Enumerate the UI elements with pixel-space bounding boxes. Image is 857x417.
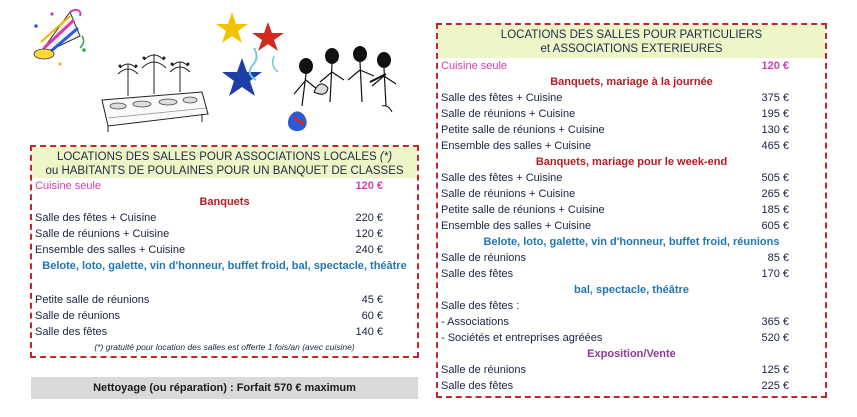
row-label: - Sociétés et entreprises agréées <box>441 332 603 344</box>
row-label: Petite salle de réunions <box>35 294 150 306</box>
row-price: 85 € <box>767 252 789 264</box>
price-row <box>438 106 825 122</box>
price-row <box>438 90 825 106</box>
row-price: 505 € <box>761 172 789 184</box>
expo-heading: Exposition/Vente <box>587 348 676 360</box>
row-label: Salle des fêtes + Cuisine <box>35 212 157 224</box>
stars-clipart <box>214 8 288 106</box>
weekend-banquet-heading: Banquets, mariage pour le week-end <box>535 156 728 168</box>
row-price: 605 € <box>761 220 789 232</box>
row-label: - Associations <box>441 316 509 328</box>
price-row <box>438 362 825 378</box>
row-price: 520 € <box>761 332 789 344</box>
row-label: Salle de réunions <box>35 310 121 322</box>
row-price: 465 € <box>761 140 789 152</box>
price-row <box>438 218 825 234</box>
header-subtitle: et ASSOCIATIONS EXTERIEURES <box>540 43 723 55</box>
row-price: 140 € <box>355 326 383 338</box>
price-row <box>438 330 825 346</box>
show-heading: bal, spectacle, théâtre <box>574 284 689 296</box>
row-label: Salle de réunions <box>441 364 527 376</box>
price-row <box>32 292 417 308</box>
row-price: 365 € <box>761 316 789 328</box>
events-heading: Belote, loto, galette, vin d'honneur, buffet froid, bal, spectacle, théâtre <box>42 260 407 272</box>
party-hat-clipart <box>30 6 92 70</box>
header-title: LOCATIONS DES SALLES POUR PARTICULIERS <box>500 29 763 41</box>
row-label: Salle des fêtes + Cuisine <box>441 172 563 184</box>
row-label: Ensemble des salles + Cuisine <box>441 140 592 152</box>
row-label: Salle de réunions <box>441 252 527 264</box>
header-asterisk: (*) <box>379 151 393 163</box>
price-row <box>438 378 825 394</box>
row-label: Salle des fêtes <box>441 268 514 280</box>
row-label: Cuisine seule <box>441 60 508 72</box>
price-row <box>32 308 417 324</box>
price-row <box>438 266 825 282</box>
price-row <box>438 250 825 266</box>
row-price: 120 € <box>355 228 383 240</box>
price-row <box>32 210 417 226</box>
row-price: 170 € <box>761 268 789 280</box>
row-price: 60 € <box>361 310 383 322</box>
price-row <box>438 138 825 154</box>
row-price: 265 € <box>761 188 789 200</box>
banquet-table-clipart <box>98 40 210 132</box>
row-price: 240 € <box>355 244 383 256</box>
price-row <box>438 202 825 218</box>
row-label: Salle de réunions + Cuisine <box>441 188 576 200</box>
row-label: Salle des fêtes + Cuisine <box>441 92 563 104</box>
row-label: Petite salle de réunions + Cuisine <box>441 204 605 216</box>
price-row <box>32 324 417 340</box>
header-title: LOCATIONS DES SALLES POUR ASSOCIATIONS LOCALES <box>56 151 377 163</box>
local-associations-price-box <box>30 145 419 358</box>
row-price: 375 € <box>761 92 789 104</box>
row-price: 195 € <box>761 108 789 120</box>
banquets-heading: Banquets <box>199 196 250 208</box>
cuisine-only-row <box>438 58 825 74</box>
row-price: 125 € <box>761 364 789 376</box>
free-rental-footnote: (*) gratuité pour location des salles est offerte 1 fois/an (avec cuisine) <box>94 342 355 352</box>
show-intro-row <box>438 298 825 314</box>
local-associations-header <box>32 147 417 178</box>
music-band-clipart <box>284 36 402 132</box>
row-label: Salle des fêtes <box>441 380 514 392</box>
events-heading: Belote, loto, galette, vin d'honneur, buffet froid, réunions <box>483 236 780 248</box>
row-price: 120 € <box>355 180 383 192</box>
price-row <box>438 170 825 186</box>
row-label: Salle de réunions + Cuisine <box>441 108 576 120</box>
header-subtitle: ou HABITANTS DE POULAINES POUR UN BANQUET DE CLASSES <box>45 165 404 177</box>
private-individuals-price-box <box>436 23 827 398</box>
row-label: Salle des fêtes : <box>441 300 520 312</box>
row-label: Salle des fêtes <box>35 326 108 338</box>
price-row <box>438 186 825 202</box>
row-label: Ensemble des salles + Cuisine <box>441 220 592 232</box>
cleaning-fee-bar: Nettoyage (ou réparation) : Forfait 570 € maximum <box>31 377 418 399</box>
price-row <box>32 226 417 242</box>
row-price: 185 € <box>761 204 789 216</box>
row-label: Cuisine seule <box>35 180 102 192</box>
private-individuals-header <box>438 25 825 58</box>
row-label: Salle de réunions + Cuisine <box>35 228 170 240</box>
row-label: Petite salle de réunions + Cuisine <box>441 124 605 136</box>
price-row <box>438 122 825 138</box>
row-price: 45 € <box>361 294 383 306</box>
price-row <box>438 314 825 330</box>
row-price: 130 € <box>761 124 789 136</box>
day-banquet-heading: Banquets, mariage à la journée <box>550 76 713 88</box>
cuisine-only-row <box>32 178 417 194</box>
row-price: 225 € <box>761 380 789 392</box>
row-price: 120 € <box>761 60 789 72</box>
row-price: 220 € <box>355 212 383 224</box>
row-label: Ensemble des salles + Cuisine <box>35 244 186 256</box>
price-row <box>32 242 417 258</box>
